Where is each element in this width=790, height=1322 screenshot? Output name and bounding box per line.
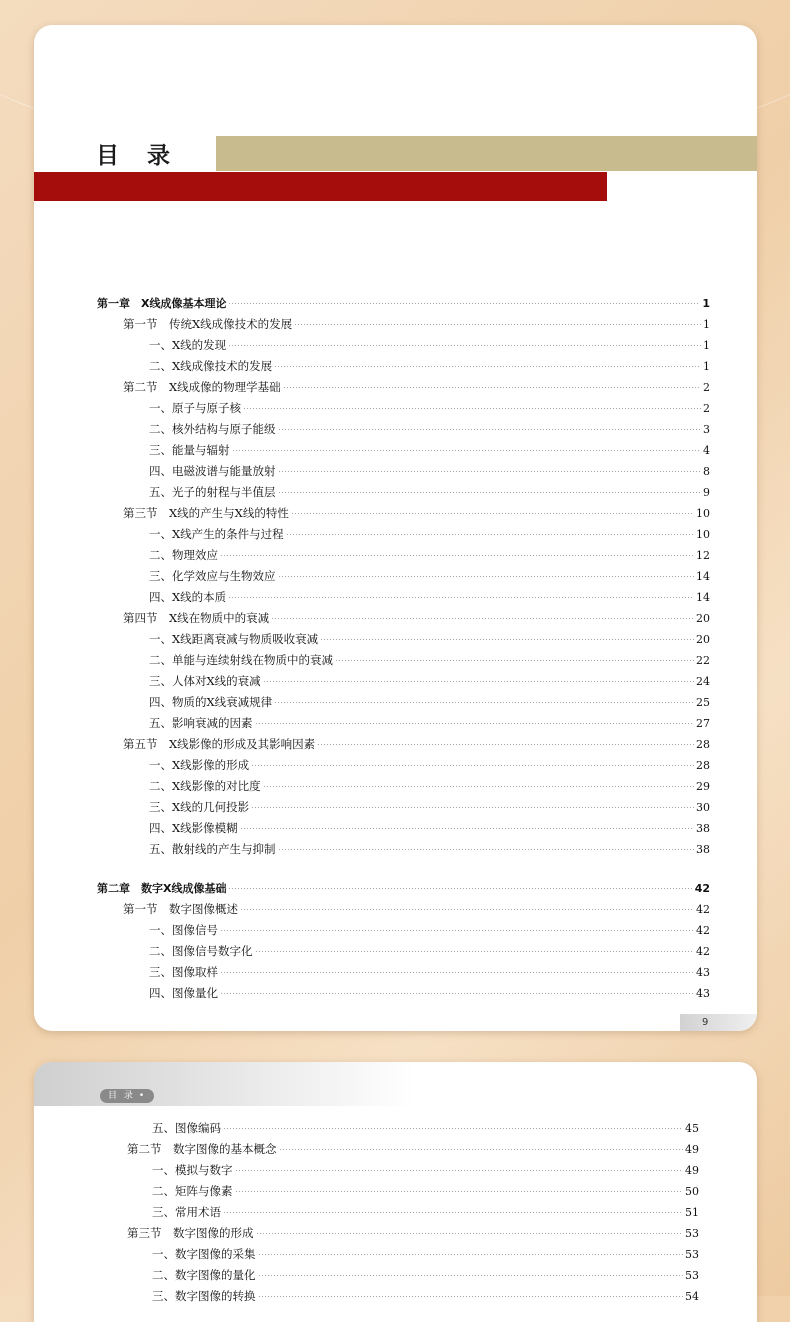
toc-entry-page: 45 <box>685 1122 699 1135</box>
toc-entry-page: 27 <box>696 717 710 730</box>
dot-leader <box>240 909 694 910</box>
toc-entry-label: 二、图像信号数字化 <box>149 944 253 958</box>
toc-entry-item[interactable] <box>34 1265 757 1286</box>
toc-entry-item[interactable] <box>34 461 757 482</box>
toc-entry-label: 四、图像量化 <box>149 986 218 1000</box>
toc-entry-page: 43 <box>696 966 710 979</box>
toc-entry-page: 22 <box>696 654 710 667</box>
toc-entry-page: 30 <box>696 801 710 814</box>
toc-entry-page: 42 <box>694 882 710 895</box>
toc-entry-item[interactable] <box>34 797 757 818</box>
toc-entry-item[interactable] <box>34 713 757 734</box>
header-tag-dot: • <box>138 1091 147 1101</box>
page-number: 9 <box>680 1014 757 1031</box>
toc-entry-item[interactable] <box>34 920 757 941</box>
dot-leader <box>228 597 694 598</box>
toc-entry-item[interactable] <box>34 671 757 692</box>
dot-leader <box>271 618 694 619</box>
toc-entry-item[interactable] <box>34 545 757 566</box>
toc-page-2 <box>34 1062 757 1322</box>
page-header-gradient <box>34 1062 414 1106</box>
toc-entry-page: 1 <box>703 339 710 352</box>
toc-entry-section[interactable] <box>34 1223 757 1244</box>
title-band-tan <box>216 136 757 171</box>
toc-entry-page: 51 <box>685 1206 699 1219</box>
toc-entry-page: 50 <box>685 1185 699 1198</box>
toc-entry-item[interactable] <box>34 755 757 776</box>
toc-entry-section[interactable] <box>34 314 757 335</box>
dot-leader <box>294 324 701 325</box>
toc-entry-label: 三、X线的几何投影 <box>149 800 250 814</box>
header-tag-label: 目 录 <box>108 1091 135 1101</box>
toc-entry-label: 四、电磁波谱与能量放射 <box>149 464 276 478</box>
toc-entry-item[interactable] <box>34 1118 757 1139</box>
dot-leader <box>283 387 701 388</box>
toc-entry-label: 一、X线距离衰减与物质吸收衰减 <box>149 632 319 646</box>
dot-leader <box>220 993 694 994</box>
toc-entry-label: 二、物理效应 <box>149 548 218 562</box>
toc-entry-label: 二、数字图像的量化 <box>152 1268 256 1282</box>
toc-entry-section[interactable] <box>34 899 757 920</box>
toc-entry-label: 四、X线的本质 <box>149 590 227 604</box>
toc-entry-section[interactable] <box>34 503 757 524</box>
dot-leader <box>279 1149 684 1150</box>
dot-leader <box>232 450 702 451</box>
dot-leader <box>335 660 694 661</box>
toc-entry-item[interactable] <box>34 1286 757 1307</box>
toc-entry-item[interactable] <box>34 1244 757 1265</box>
toc-entry-page: 38 <box>696 822 710 835</box>
toc-entry-label: 五、散射线的产生与抑制 <box>149 842 276 856</box>
toc-entry-item[interactable] <box>34 629 757 650</box>
toc-entry-item[interactable] <box>34 818 757 839</box>
dot-leader <box>258 1296 684 1297</box>
dot-leader <box>278 429 702 430</box>
toc-entry-label: 二、X线影像的对比度 <box>149 779 261 793</box>
dot-leader <box>263 786 694 787</box>
toc-entry-page: 10 <box>696 528 710 541</box>
header-tag <box>100 1089 154 1103</box>
dot-leader <box>320 639 694 640</box>
dot-leader <box>317 744 694 745</box>
toc-entry-page: 4 <box>703 444 710 457</box>
toc-entry-label: 五、光子的射程与半值层 <box>149 485 276 499</box>
toc-entry-page: 1 <box>703 318 710 331</box>
toc-entry-item[interactable] <box>34 335 757 356</box>
toc-entry-page: 42 <box>696 945 710 958</box>
toc-entry-section[interactable] <box>34 734 757 755</box>
toc-entry-label: 一、数字图像的采集 <box>152 1247 256 1261</box>
toc-entry-label: 三、图像取样 <box>149 965 218 979</box>
toc-entry-label: 一、模拟与数字 <box>152 1163 233 1177</box>
toc-entry-label: 二、核外结构与原子能级 <box>149 422 276 436</box>
toc-entry-label: 第一章 X线成像基本理论 <box>97 297 227 310</box>
dot-leader <box>235 1191 684 1192</box>
toc-entry-page: 14 <box>696 570 710 583</box>
toc-entry-page: 42 <box>696 903 710 916</box>
dot-leader <box>278 849 695 850</box>
toc-entry-page: 12 <box>696 549 710 562</box>
toc-entry-page: 24 <box>696 675 710 688</box>
toc-entry-label: 第二节 X线成像的物理学基础 <box>123 380 281 394</box>
toc-entry-label: 第三节 X线的产生与X线的特性 <box>123 506 289 520</box>
toc-entry-label: 三、化学效应与生物效应 <box>149 569 276 583</box>
dot-leader <box>256 1233 684 1234</box>
toc-entry-item[interactable] <box>34 776 757 797</box>
toc-entry-item[interactable] <box>34 692 757 713</box>
dot-leader <box>291 513 694 514</box>
toc-entry-page: 3 <box>703 423 710 436</box>
toc-entry-item[interactable] <box>34 1202 757 1223</box>
toc-entry-page: 53 <box>685 1269 699 1282</box>
dot-leader <box>228 345 701 346</box>
toc-entry-item[interactable] <box>34 839 757 860</box>
toc-entry-page: 43 <box>696 987 710 1000</box>
toc-list-page-1 <box>34 293 757 1004</box>
toc-entry-page: 1 <box>702 297 710 310</box>
toc-entry-page: 25 <box>696 696 710 709</box>
toc-entry-label: 三、人体对X线的衰减 <box>149 674 261 688</box>
dot-leader <box>220 930 694 931</box>
toc-entry-page: 8 <box>703 465 710 478</box>
toc-entry-page: 29 <box>696 780 710 793</box>
toc-entry-item[interactable] <box>34 650 757 671</box>
toc-entry-label: 一、图像信号 <box>149 923 218 937</box>
dot-leader <box>223 1128 683 1129</box>
dot-leader <box>263 681 694 682</box>
toc-entry-label: 一、原子与原子核 <box>149 401 241 415</box>
toc-entry-page: 2 <box>703 381 710 394</box>
toc-entry-label: 第一节 传统X线成像技术的发展 <box>123 317 293 331</box>
toc-page-1 <box>34 25 757 1031</box>
toc-entry-item[interactable] <box>34 482 757 503</box>
dot-leader <box>258 1275 684 1276</box>
dot-leader <box>220 972 694 973</box>
toc-entry-page: 1 <box>703 360 710 373</box>
toc-entry-item[interactable] <box>34 962 757 983</box>
toc-entry-label: 一、X线的发现 <box>149 338 227 352</box>
toc-entry-label: 第五节 X线影像的形成及其影响因素 <box>123 737 316 751</box>
toc-entry-label: 一、X线影像的形成 <box>149 758 250 772</box>
title-band-red <box>34 172 607 201</box>
toc-entry-page: 42 <box>696 924 710 937</box>
toc-entry-label: 二、X线成像技术的发展 <box>149 359 273 373</box>
toc-entry-page: 53 <box>685 1248 699 1261</box>
toc-entry-page: 28 <box>696 738 710 751</box>
toc-entry-page: 20 <box>696 633 710 646</box>
toc-entry-item[interactable] <box>34 587 757 608</box>
toc-entry-item[interactable] <box>34 440 757 461</box>
dot-leader <box>274 702 694 703</box>
toc-entry-page: 53 <box>685 1227 699 1240</box>
toc-entry-label: 二、单能与连续射线在物质中的衰减 <box>149 653 333 667</box>
toc-entry-item[interactable] <box>34 983 757 1004</box>
toc-entry-page: 14 <box>696 591 710 604</box>
dot-leader <box>228 303 700 304</box>
toc-entry-item[interactable] <box>34 1181 757 1202</box>
toc-entry-chapter[interactable] <box>34 293 757 314</box>
dot-leader <box>243 408 701 409</box>
toc-entry-page: 10 <box>696 507 710 520</box>
toc-entry-label: 三、常用术语 <box>152 1205 221 1219</box>
toc-entry-label: 五、影响衰减的因素 <box>149 716 253 730</box>
page-title: 目 录 <box>96 143 181 169</box>
dot-leader <box>251 807 694 808</box>
dot-leader <box>223 1212 683 1213</box>
toc-entry-chapter[interactable] <box>34 878 757 899</box>
toc-entry-item[interactable] <box>34 941 757 962</box>
toc-entry-label: 第二章 数字X线成像基础 <box>97 882 227 895</box>
dot-leader <box>255 951 695 952</box>
dot-leader <box>240 828 694 829</box>
toc-entry-label: 三、数字图像的转换 <box>152 1289 256 1303</box>
dot-leader <box>274 366 701 367</box>
toc-entry-item[interactable] <box>34 1160 757 1181</box>
toc-entry-label: 第三节 数字图像的形成 <box>127 1226 254 1240</box>
dot-leader <box>278 492 702 493</box>
toc-entry-item[interactable] <box>34 524 757 545</box>
toc-entry-label: 第二节 数字图像的基本概念 <box>127 1142 277 1156</box>
toc-entry-item[interactable] <box>34 398 757 419</box>
toc-entry-page: 9 <box>703 486 710 499</box>
dot-leader <box>258 1254 684 1255</box>
dot-leader <box>286 534 694 535</box>
dot-leader <box>251 765 694 766</box>
toc-list-page-2 <box>34 1118 757 1307</box>
toc-entry-label: 四、物质的X线衰减规律 <box>149 695 273 709</box>
toc-entry-section[interactable] <box>34 1139 757 1160</box>
toc-entry-section[interactable] <box>34 377 757 398</box>
toc-entry-page: 20 <box>696 612 710 625</box>
dot-leader <box>228 888 692 889</box>
toc-entry-label: 一、X线产生的条件与过程 <box>149 527 284 541</box>
dot-leader <box>220 555 694 556</box>
toc-entry-page: 2 <box>703 402 710 415</box>
dot-leader <box>278 471 702 472</box>
toc-entry-item[interactable] <box>34 356 757 377</box>
toc-entry-label: 五、图像编码 <box>152 1121 221 1135</box>
toc-entry-page: 49 <box>685 1164 699 1177</box>
dot-leader <box>255 723 695 724</box>
toc-entry-page: 38 <box>696 843 710 856</box>
toc-entry-label: 第四节 X线在物质中的衰减 <box>123 611 270 625</box>
toc-entry-label: 第一节 数字图像概述 <box>123 902 238 916</box>
toc-entry-page: 54 <box>685 1290 699 1303</box>
toc-entry-label: 三、能量与辐射 <box>149 443 230 457</box>
dot-leader <box>278 576 695 577</box>
toc-entry-page: 49 <box>685 1143 699 1156</box>
toc-entry-item[interactable] <box>34 566 757 587</box>
dot-leader <box>235 1170 684 1171</box>
toc-entry-label: 四、X线影像模糊 <box>149 821 238 835</box>
toc-entry-item[interactable] <box>34 419 757 440</box>
toc-entry-page: 28 <box>696 759 710 772</box>
toc-entry-label: 二、矩阵与像素 <box>152 1184 233 1198</box>
toc-entry-section[interactable] <box>34 608 757 629</box>
